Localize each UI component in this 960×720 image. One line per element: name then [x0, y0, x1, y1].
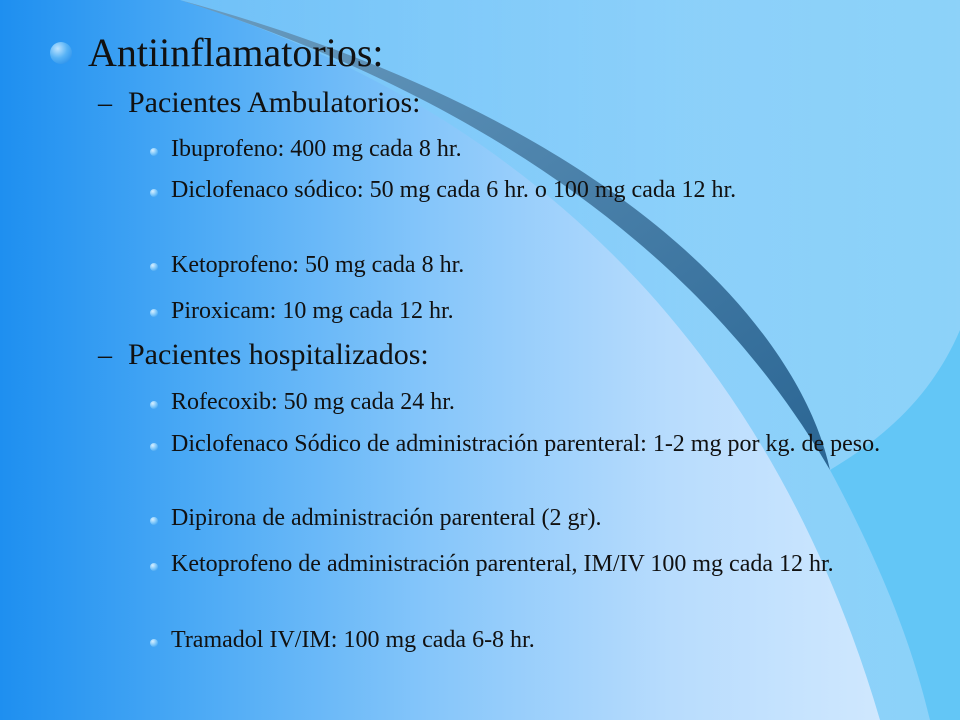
list-item: Piroxicam: 10 mg cada 12 hr. [171, 298, 454, 324]
item-bullet-icon [150, 401, 158, 409]
item-bullet-icon [150, 309, 158, 317]
list-item: Rofecoxib: 50 mg cada 24 hr. [171, 389, 455, 415]
item-bullet-icon [150, 189, 158, 197]
item-bullet-icon [150, 263, 158, 271]
list-item: Ketoprofeno de administración parenteral, IM/IV 100 mg cada 12 hr. [171, 551, 834, 577]
dash-bullet-icon: – [98, 88, 112, 119]
item-bullet-icon [150, 443, 158, 451]
list-item: Dipirona de administración parenteral (2 gr). [171, 505, 602, 531]
list-item: Diclofenaco Sódico de administración parenteral: 1-2 mg por kg. de peso. [171, 431, 881, 457]
slide-title: Antiinflamatorios: [88, 30, 384, 75]
list-item: Ketoprofeno: 50 mg cada 8 hr. [171, 252, 465, 278]
list-item: Ibuprofeno: 400 mg cada 8 hr. [171, 136, 462, 162]
item-bullet-icon [150, 639, 158, 647]
title-bullet-icon [50, 42, 72, 64]
item-bullet-icon [150, 148, 158, 156]
section-heading-ambulatorios: Pacientes Ambulatorios: [128, 86, 421, 119]
dash-bullet-icon: – [98, 340, 112, 371]
section-heading-hospitalizados: Pacientes hospitalizados: [128, 338, 429, 371]
item-bullet-icon [150, 517, 158, 525]
list-item: Diclofenaco sódico: 50 mg cada 6 hr. o 100 mg cada 12 hr. [171, 177, 737, 203]
list-item: Tramadol IV/IM: 100 mg cada 6-8 hr. [171, 627, 535, 653]
item-bullet-icon [150, 563, 158, 571]
